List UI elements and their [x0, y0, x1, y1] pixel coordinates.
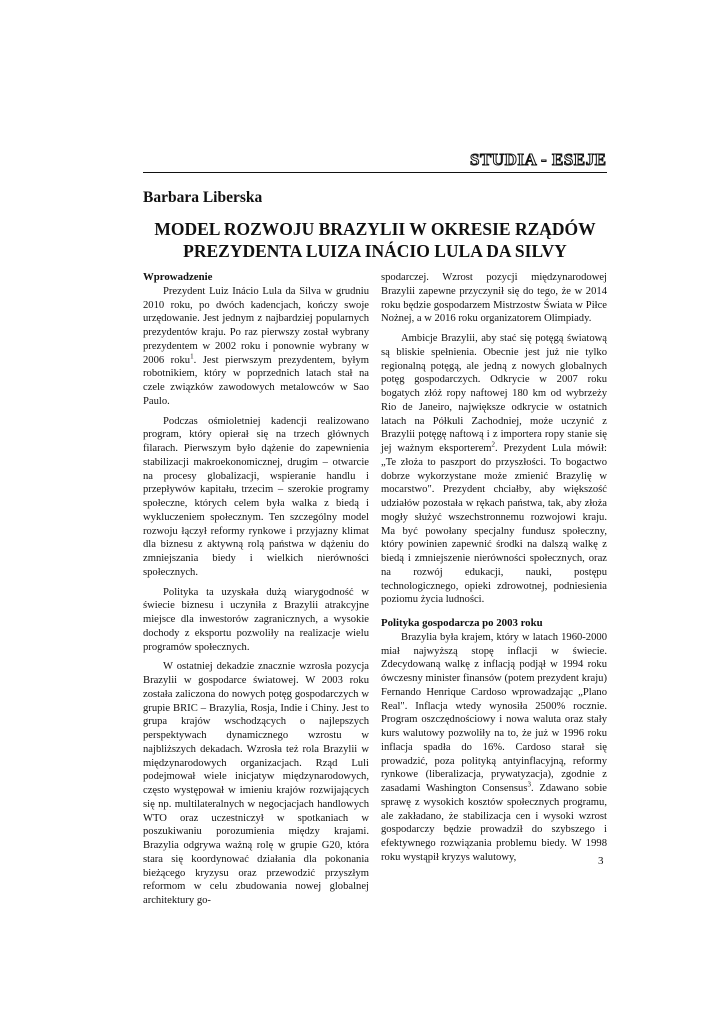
section-banner: STUDIA - ESEJE — [470, 150, 607, 169]
paragraph-text: . Zdawano sobie sprawę z wysokich kosztów społecznych programu, ale zakładano, że stabilizacja cen i wysoki wzrost gospodarczy będzie prowadził do szybszego i efektywnego rozwiązania problemu biedy. W 1998 roku wystąpił kryzys walutowy, — [381, 783, 607, 863]
paragraph — [381, 631, 607, 865]
paragraph — [143, 285, 369, 409]
header-rule — [143, 172, 607, 173]
title-line-1: MODEL ROZWOJU BRAZYLII W OKRESIE RZĄDÓW — [154, 219, 596, 239]
article-title — [143, 218, 607, 262]
paragraph-continuation: spodarczej. Wzrost pozycji międzynarodowej Brazylii zapewne przyczynił się do tego, że w 2014 roku będzie gospodarzem Mistrzostw Świata w Piłce Nożnej, a w 2016 roku organizatorem Olimpiady. — [381, 272, 607, 325]
right-column — [381, 271, 607, 865]
paragraph-text: Ambicje Brazylii, aby stać się potęgą światową są bliskie spełnienia. Obecnie jest już nie tylko regionalną potęgą, ale jedną z nowych globalnych potęg gospodarczych. Odkrycie w 2007 roku bogatych złóż ropy naftowej 180 km od wybrzeży Rio de Janeiro, największe odkrycie w ostatnich latach na Półkuli Zachodniej, może uczynić z Brazylii potęgę naftową i z importera ropy stanie się jej ważnym eksporterem — [381, 333, 607, 454]
footnote-marker[interactable]: 1 — [190, 351, 194, 360]
paragraph-text: Prezydent Luiz Inácio Lula da Silva w grudniu 2010 roku, po dwóch kadencjach, kończy swoje urzędowanie. Jest jednym z najbardziej popularnych prezydentów kraju. Po raz pierwszy został wybrany prezydentem w 2002 roku i ponownie wybrany w 2006 roku — [143, 285, 369, 366]
paragraph-text: Brazylia była krajem, który w latach 1960-2000 miał najwyższą stopę inflacji w świecie. Zdecydowaną walkę z inflacją podjął w 1994 roku ówczesny minister finansów (potem prezydent kraju) Fernando Henrique Cardoso wprowadzając „Plano Real". Inflacja wtedy wynosiła 2500% rocznie. Program oszczędnościowy i nowa waluta oraz stały kurs walutowy pozwoliły na to, że już w 1996 roku inflacja spadła do 16%. Cardoso starał się prowadzić, poza polityką antyinflacyjną, reformy rynkowe (liberalizacja, prywatyzacja), zgodnie z zasadami Washington Consensus — [381, 631, 607, 794]
paragraph-text: . Prezydent Lula mówił: „Te złoża to paszport do przyszłości. To bogactwo dobrze wykorzystane może zmienić Brazylię w mocarstwo". Prezydent chciałby, aby większość udziałów pozostała w rękach państwa, tak, aby złoża mogły służyć wszechstronnemu rozwojowi kraju. Ma być powołany specjalny fundusz społeczny, który powinien zapewnić środki na dalszą walkę z biedą i zmniejszenie nierówności społecznych, oraz na rozwój edukacji, nauki, postępu technologicznego, opieki zdrowotnej, podniesienia poziomu życia ludności. — [381, 443, 607, 606]
paragraph: Polityka ta uzyskała dużą wiarygodność w świecie biznesu i uczyniła z Brazylii atrakcyjne miejsce dla inwestorów zagranicznych, a wysokie dochody z eksportu pozwoliły na realizacje wielu programów społecznych. — [143, 586, 369, 653]
paragraph-text: . Jest pierwszym prezydentem, byłym robotnikiem, który w poprzednich latach stał na czele związków zawodowych metalowców w Sao Paulo. — [143, 354, 369, 407]
section-heading-introduction: Wprowadzenie — [143, 271, 213, 283]
left-column — [143, 271, 369, 908]
section-heading-economic-policy: Polityka gospodarcza po 2003 roku — [381, 617, 543, 629]
paragraph — [381, 332, 607, 607]
author-name: Barbara Liberska — [143, 189, 263, 206]
paragraph: W ostatniej dekadzie znacznie wzrosła pozycja Brazylii w gospodarce światowej. W 2003 roku została zaliczona do nowych potęg gospodarczych w grupie BRIC – Brazylia, Rosja, Indie i Chiny. Jest to grupa krajów wschodzących o najlepszych perspektywach dynamicznego wzrostu w najbliższych dekadach. Wzrosła też rola Brazylii w międzynarodowych organizacjach. Rząd Luli podejmował wiele inicjatyw międzynarodowych, często występował w imieniu krajów rozwijających się np. multilateralnych w negocjacjach handlowych WTO oraz uczestniczył w spotkaniach w poszukiwaniu porozumienia między krajami. Brazylia odgrywa ważną rolę w grupie G20, która stara się koordynować działania dla pokonania bieżącego kryzysu oraz przewodzić przyszłym reformom w celu zbudowania nowej globalnej architektury go- — [143, 661, 369, 906]
paragraph: Podczas ośmioletniej kadencji realizowano program, który opierał się na trzech głównych filarach. Pierwszym było dążenie do zapewnienia stabilizacji makroekonomicznej, drugim – otwarcie na procesy globalizacji, wspieranie handlu i przepływów kapitału, trzecim – szerokie programy społeczne, których celem była walka z biedą i wykluczeniem społecznym. Ten szczególny model rozwoju łączył reformy rynkowe i przyjazny klimat dla biznesu z aktywną rolą państwa w dążeniu do zmniejszania biedy i wielkich nierówności społecznych. — [143, 415, 369, 578]
footnote-marker[interactable]: 2 — [491, 440, 496, 449]
title-line-2: PREZYDENTA LUIZA INÁCIO LULA DA SILVY — [183, 241, 567, 261]
footnote-marker[interactable]: 3 — [527, 780, 531, 789]
page-number: 3 — [598, 855, 604, 867]
